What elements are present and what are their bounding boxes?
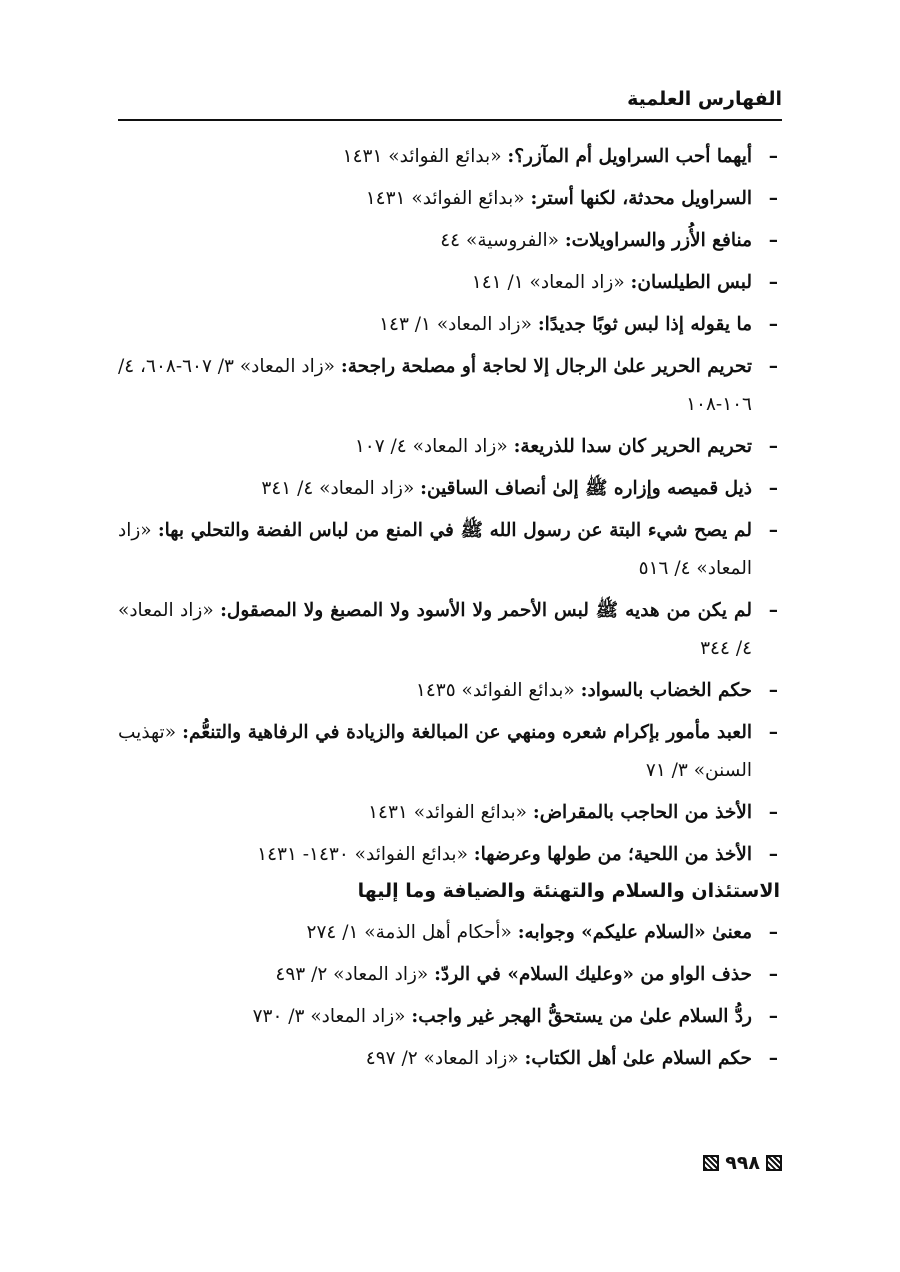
index-entry: – منافع الأُزر والسراويلات: «الفروسية» ٤٤ bbox=[440, 230, 778, 251]
page-number-text: ٩٩٨ bbox=[725, 1152, 760, 1174]
index-entry: – الأخذ من الحاجب بالمقراض: «بدائع الفوائد» ١٤٣١ bbox=[368, 802, 778, 823]
index-entry: – ردُّ السلام علىٰ من يستحقُّ الهجر غير واجب: «زاد المعاد» ٣/ ٧٣٠ bbox=[252, 1006, 778, 1027]
index-entry: – حكم الخضاب بالسواد: «بدائع الفوائد» ١٤٣٥ bbox=[415, 680, 778, 701]
index-entry: – حذف الواو من «وعليك السلام» في الردّ: «زاد المعاد» ٢/ ٤٩٣ bbox=[275, 964, 778, 985]
index-entry: – تحريم الحرير كان سدا للذريعة: «زاد المعاد» ٤/ ١٠٧ bbox=[354, 436, 778, 457]
index-entry: – حكم السلام علىٰ أهل الكتاب: «زاد المعاد» ٢/ ٤٩٧ bbox=[365, 1048, 778, 1069]
running-title: الفهارس العلمية bbox=[627, 88, 782, 110]
index-entry: – لم يكن من هديه ﷺ لبس الأحمر ولا الأسود ولا المصبغ ولا المصقول: «زاد المعاد» ٤/ ٣٤٤ bbox=[118, 600, 778, 659]
page-number bbox=[703, 1152, 782, 1174]
index-entry: – معنىٰ «السلام عليكم» وجوابه: «أحكام أهل الذمة» ١/ ٢٧٤ bbox=[306, 922, 778, 943]
section-title: الاستئذان والسلام والتهنئة والضيافة وما إليها bbox=[357, 880, 780, 902]
index-entry: – لم يصح شيء البتة عن رسول الله ﷺ في المنع من لباس الفضة والتحلي بها: «زاد المعاد» ٤/ ٥١٦ bbox=[118, 520, 778, 579]
index-entry: – تحريم الحرير علىٰ الرجال إلا لحاجة أو مصلحة راجحة: «زاد المعاد» ٣/ ٦٠٧-٦٠٨، ٤/ ١٠٦-١٠٨ bbox=[118, 356, 778, 415]
index-entry: – الأخذ من اللحية؛ من طولها وعرضها: «بدائع الفوائد» ١٤٣٠- ١٤٣١ bbox=[257, 844, 778, 865]
header-rule bbox=[118, 119, 782, 121]
index-entry: – ما يقوله إذا لبس ثوبًا جديدًا: «زاد المعاد» ١/ ١٤٣ bbox=[379, 314, 778, 335]
index-entries bbox=[118, 138, 780, 1082]
ornament-icon bbox=[703, 1155, 719, 1171]
index-entry: – السراويل محدثة، لكنها أستر: «بدائع الفوائد» ١٤٣١ bbox=[365, 188, 778, 209]
index-entry: – أيهما أحب السراويل أم المآزر؟: «بدائع الفوائد» ١٤٣١ bbox=[342, 146, 778, 167]
index-entry: – العبد مأمور بإكرام شعره ومنهي عن المبالغة والزيادة في الرفاهية والتنعُّم: «تهذيب السنن» ٣/ ٧١ bbox=[118, 722, 778, 781]
ornament-icon bbox=[766, 1155, 782, 1171]
index-entry: – ذيل قميصه وإزاره ﷺ إلىٰ أنصاف الساقين: «زاد المعاد» ٤/ ٣٤١ bbox=[261, 478, 778, 499]
index-entry: – لبس الطيلسان: «زاد المعاد» ١/ ١٤١ bbox=[471, 272, 778, 293]
